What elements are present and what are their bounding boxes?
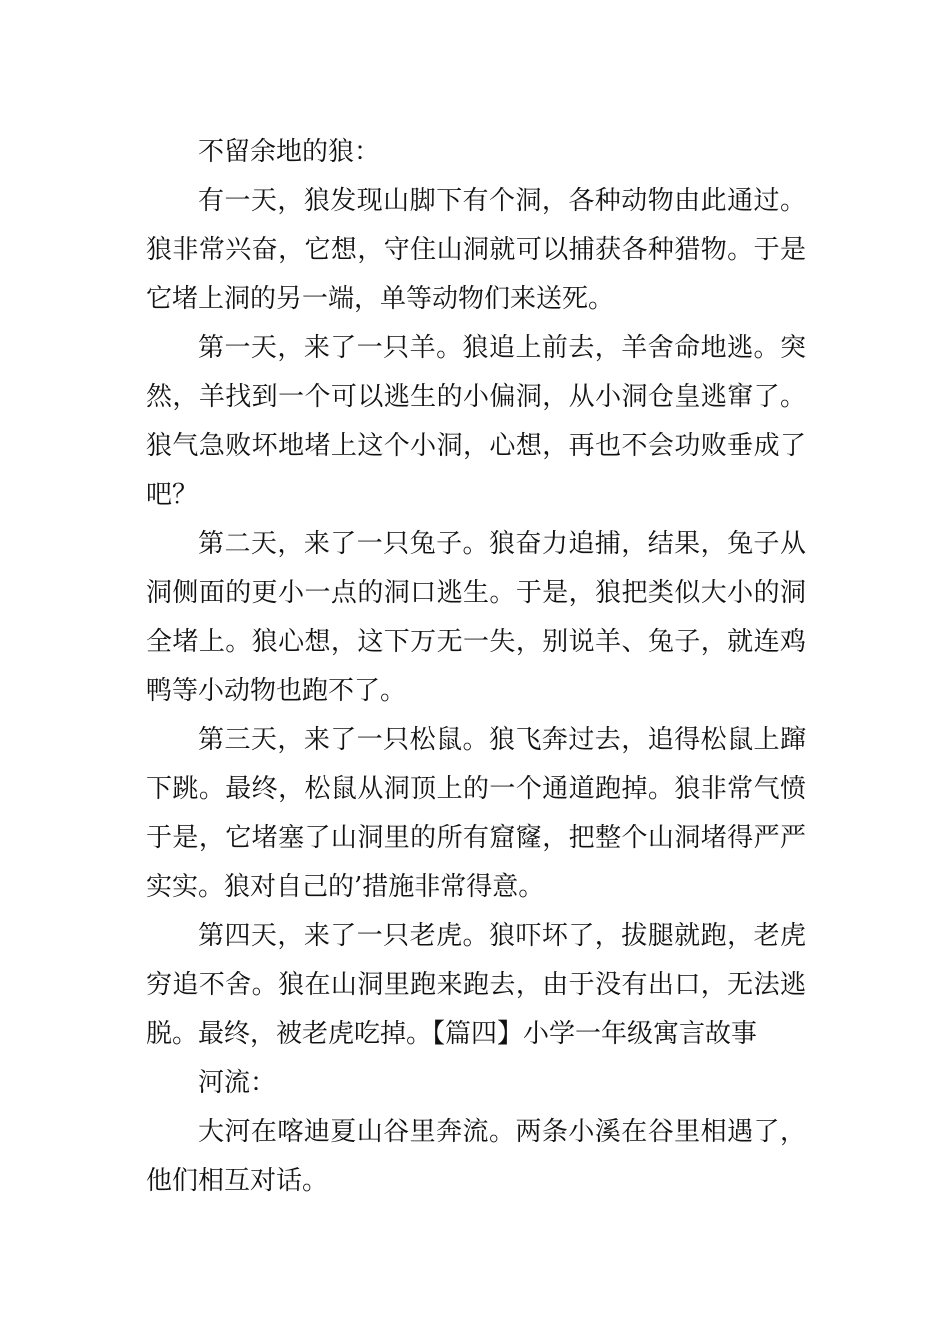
paragraph: 第二天，来了一只兔子。狼奋力追捕，结果，兔子从洞侧面的更小一点的洞口逃生。于是，狼把类似大小的洞全堵上。狼心想，这下万无一失，别说羊、兔子，就连鸡鸭等小动物也跑不了。 xyxy=(146,529,806,706)
section-title-wolf: 不留余地的狼： xyxy=(198,137,381,167)
section-title-river: 河流： xyxy=(198,1068,277,1098)
paragraph: 第三天，来了一只松鼠。狼飞奔过去，追得松鼠上蹿下跳。最终，松鼠从洞顶上的一个通道跑掉。狼非常气愤于是，它堵塞了山洞里的所有窟窿，把整个山洞堵得严严实实。狼对自己的’措施非常得意。 xyxy=(146,725,806,902)
paragraph: 第一天，来了一只羊。狼追上前去，羊舍命地逃。突然，羊找到一个可以逃生的小偏洞，从小洞仓皇逃窜了。狼气急败坏地堵上这个小洞，心想，再也不会功败垂成了吧？ xyxy=(146,333,806,510)
document-body xyxy=(146,128,806,1206)
paragraph: 第四天，来了一只老虎。狼吓坏了，拔腿就跑，老虎穷追不舍。狼在山洞里跑来跑去，由于没有出口，无法逃脱。最终，被老虎吃掉。【篇四】小学一年级寓言故事 xyxy=(146,921,806,1049)
paragraph: 大河在喀迪夏山谷里奔流。两条小溪在谷里相遇了，他们相互对话。 xyxy=(146,1117,806,1196)
paragraph: 有一天，狼发现山脚下有个洞，各种动物由此通过。狼非常兴奋，它想，守住山洞就可以捕获各种猎物。于是它堵上洞的另一端，单等动物们来送死。 xyxy=(146,186,806,314)
